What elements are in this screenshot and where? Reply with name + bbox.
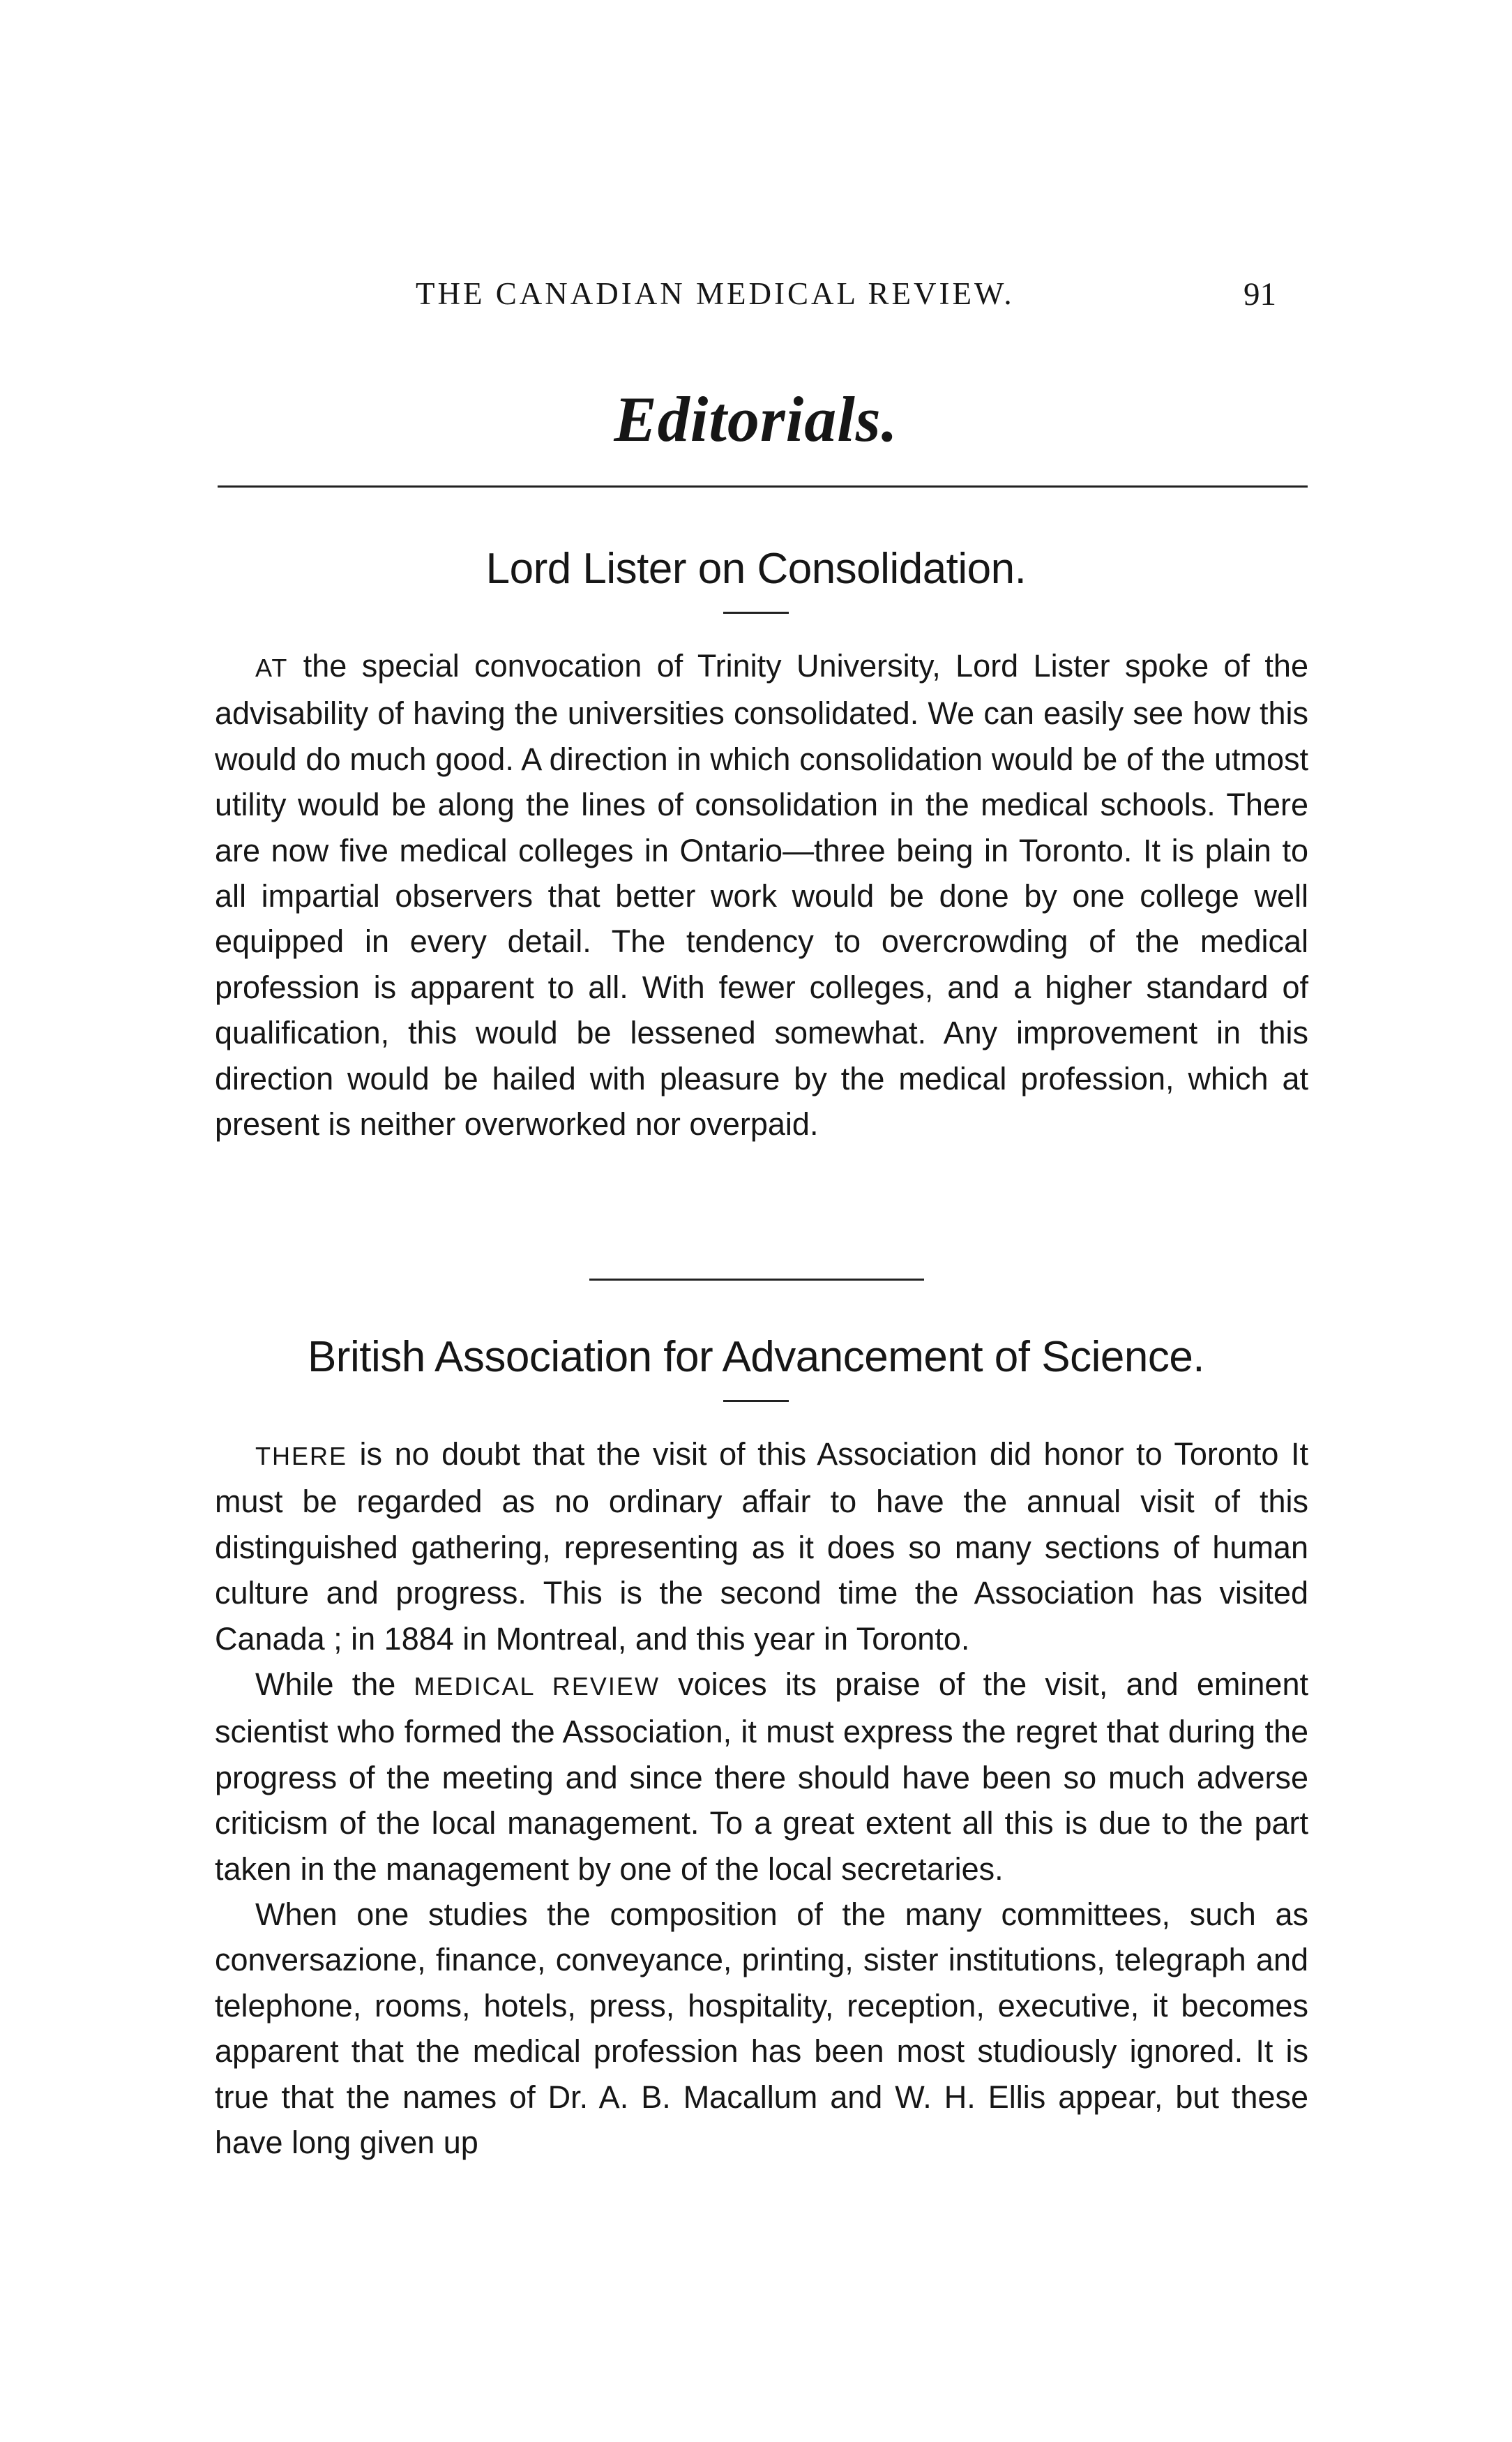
article-divider [589,1279,924,1281]
paragraph-text: voices its praise of the visit, and eminent scientist who formed the Association, it must express the regret that during the progress of the meeting and since there should have been so much adverse criticism of the local management. To a great extent all this is due to the part taken in the management by one of the local secretaries. [215,1666,1308,1887]
paragraph [215,1431,1308,1661]
page-number: 91 [1243,276,1276,312]
paragraph-text: When one studies the composition of the many committees, such as conversazione, finance, conveyance, printing, sister institutions, telegraph and telephone, rooms, hotels, press, hospitality, reception, executive, it becomes apparent that the medical profession has been most studiously ignored. It is true that the names of Dr. A. B. Macallum and W. H. Ellis appear, but these have long given up [215,1897,1308,2161]
lead-capitals: AT [255,654,289,682]
running-head: THE CANADIAN MEDICAL REVIEW. [416,276,1015,311]
article-body-british-association [215,1431,1308,2166]
section-title: Editorials. [614,384,898,455]
paragraph-text: the special convocation of Trinity University, Lord Lister spoke of the advisability of having the universities consolidated. We can easily see how this would do much good. A direction in which consolidation would be of the utmost utility would be along the lines of consolidation in the medical schools. There are now five medical colleges in Ontario—three being in Toronto. It is plain to all impartial observers that better work would be done by one college well equipped in every detail. The tendency to overcrowding of the medical profession is apparent to all. With fewer colleges, and a higher standard of qualification, this would be lessened somewhat. Any improvement in this direction would be hailed with pleasure by the medical profession, which at present is neither overworked nor overpaid. [215,648,1308,1143]
paragraph [215,643,1308,1147]
paragraph [215,1661,1308,1892]
paragraph-text: is no doubt that the visit of this Association did honor to Toronto It must be regarded as no ordinary affair to have the annual visit of this distinguished gathering, representing as it does so many sections of human culture and progress. This is the second time the Association has visited Canada ; in 1884 in Montreal, and this year in Toronto. [215,1436,1308,1657]
journal-name: MEDICAL REVIEW [414,1672,660,1701]
paragraph [215,1892,1308,2165]
lead-capitals: THERE [255,1442,348,1470]
article-title-lister: Lord Lister on Consolidation. [485,545,1027,593]
article-body-lister [215,643,1308,1147]
paragraph-text: While the [255,1666,414,1703]
section-rule [218,485,1308,488]
article-title-british-association: British Association for Advancement of Science. [307,1333,1205,1381]
title-rule [723,612,789,614]
title-rule [723,1400,789,1402]
